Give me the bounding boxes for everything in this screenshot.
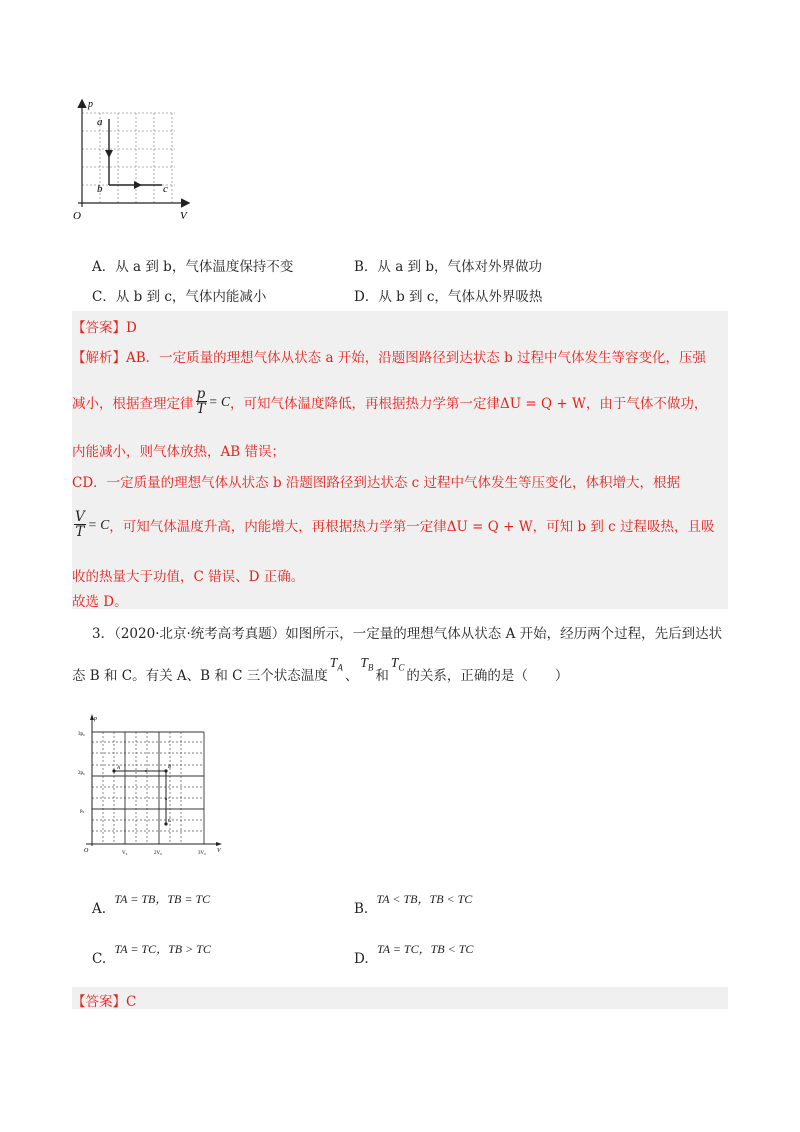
q3-option-b-expr: TA < TB，TB < TC xyxy=(376,892,473,906)
point-a xyxy=(112,769,115,772)
grid-lines xyxy=(82,113,175,203)
q3-option-c-label: C. xyxy=(92,951,107,967)
q2-explanation-line-6: 收的热量大于功值，C 错误、D 正确。 xyxy=(72,569,305,585)
q2-explanation-line-2 xyxy=(72,387,707,416)
q2-exp-text-2a: 减小，根据查理定律 xyxy=(72,395,194,412)
comma-sep: 、 xyxy=(344,668,359,684)
q2-explanation-line-7: 故选 D。 xyxy=(72,594,128,610)
arrow-mark-ab xyxy=(145,770,147,772)
arrow-b-c xyxy=(134,181,142,189)
label-v: V xyxy=(180,210,187,222)
q3-stem-text-2a: 态 B 和 C。有关 A、B 和 C 三个状态温度 xyxy=(72,668,328,684)
fraction-v-over-t: $\frac{V}{T}$ xyxy=(75,509,85,541)
fig2-label-v: V xyxy=(217,848,221,854)
fraction-p-over-t: $\frac{p}{T}$ xyxy=(196,386,206,418)
q3-option-d-expr: TA = TC，TB < TC xyxy=(376,942,474,956)
fig2-label-p0: p₀ xyxy=(80,809,85,814)
symbol-tc: $T_C$ xyxy=(390,655,405,673)
q3-stem-line-2 xyxy=(72,655,569,684)
arrow-mark-bc xyxy=(165,798,167,800)
q2-option-a: A．从 a 到 b，气体温度保持不变 xyxy=(92,259,294,275)
q3-option-b-label: B. xyxy=(354,901,369,917)
q3-option-d xyxy=(354,940,474,967)
q2-option-d: D．从 b 到 c，气体从外界吸热 xyxy=(354,289,543,305)
equals-c-2: = C xyxy=(87,516,110,532)
q2-exp-text-2b: ，可知气体温度降低，再根据热力学第一定律ΔU = Q + W，由于气体不做功， xyxy=(230,395,708,412)
q3-option-a xyxy=(92,890,211,917)
fig2-label-b: B xyxy=(168,765,172,770)
q2-explanation-line-3: 内能减小，则气体放热，AB 错误； xyxy=(72,444,285,460)
label-b: b xyxy=(97,183,103,195)
fig2-label-origin: O xyxy=(84,848,89,854)
q3-option-a-expr: TA = TB，TB = TC xyxy=(114,892,211,906)
q2-explanation-line-5 xyxy=(72,510,714,539)
q2-explanation-line-1: 【解析】AB．一定质量的理想气体从状态 a 开始，沿题图路径到达状态 b 过程中气体发生等容变化，压强 xyxy=(72,350,707,366)
fig2-label-3p0: 3p₀ xyxy=(78,732,85,737)
word-and: 和 xyxy=(375,668,389,684)
q3-option-b xyxy=(354,890,473,917)
fig2-label-c: C xyxy=(168,819,172,824)
label-c: c xyxy=(163,183,168,195)
fig2-label-2p0: 2p₀ xyxy=(78,771,85,776)
major-grid xyxy=(92,732,204,844)
pv-diagram-2 xyxy=(74,712,224,862)
q3-option-c-expr: TA = TC，TB > TC xyxy=(114,942,211,956)
fig2-label-3v0: 3V₀ xyxy=(198,851,206,856)
label-p: p xyxy=(88,99,93,110)
fig2-label-p: p xyxy=(94,716,97,722)
fig2-label-2v0: 2V₀ xyxy=(154,851,162,856)
q2-option-b: B．从 a 到 b，气体对外界做功 xyxy=(354,259,542,275)
q3-stem-text-2b: 的关系，正确的是（ ） xyxy=(406,668,569,684)
v-axis-arrow xyxy=(216,842,222,846)
label-a: a xyxy=(97,116,103,128)
q2-explanation-line-4: CD．一定质量的理想气体从状态 b 沿题图路径到达状态 c 过程中气体发生等压变化，体积增大，根据 xyxy=(72,475,681,491)
q2-option-c: C．从 b 到 c，气体内能减小 xyxy=(92,289,267,305)
q3-option-c xyxy=(92,940,211,967)
fig2-label-a: A xyxy=(117,766,121,771)
fig2-label-v0: V₀ xyxy=(122,851,128,856)
arrow-a-b xyxy=(105,150,113,158)
label-origin: O xyxy=(73,210,81,222)
fine-grid xyxy=(92,732,204,844)
symbol-ta: $T_A$ xyxy=(329,655,343,673)
symbol-tb: $T_B$ xyxy=(360,655,374,673)
q3-answer-block xyxy=(72,987,728,1009)
equals-c: = C xyxy=(208,393,231,409)
q3-option-a-label: A. xyxy=(92,901,107,917)
q3-stem-line-1: 3．（2020·北京·统考高考真题）如图所示，一定量的理想气体从状态 A 开始，经历两个过程，先后到达状 xyxy=(92,626,723,642)
q2-answer: 【答案】D xyxy=(72,320,137,336)
q3-option-d-label: D. xyxy=(354,951,369,967)
pv-diagram-1 xyxy=(70,95,200,225)
q2-exp-text-5: ，可知气体温度升高，内能增大，再根据热力学第一定律ΔU = Q + W，可知 b 到 c 过程吸热，且吸 xyxy=(109,518,715,535)
q3-answer: 【答案】C xyxy=(72,994,137,1010)
